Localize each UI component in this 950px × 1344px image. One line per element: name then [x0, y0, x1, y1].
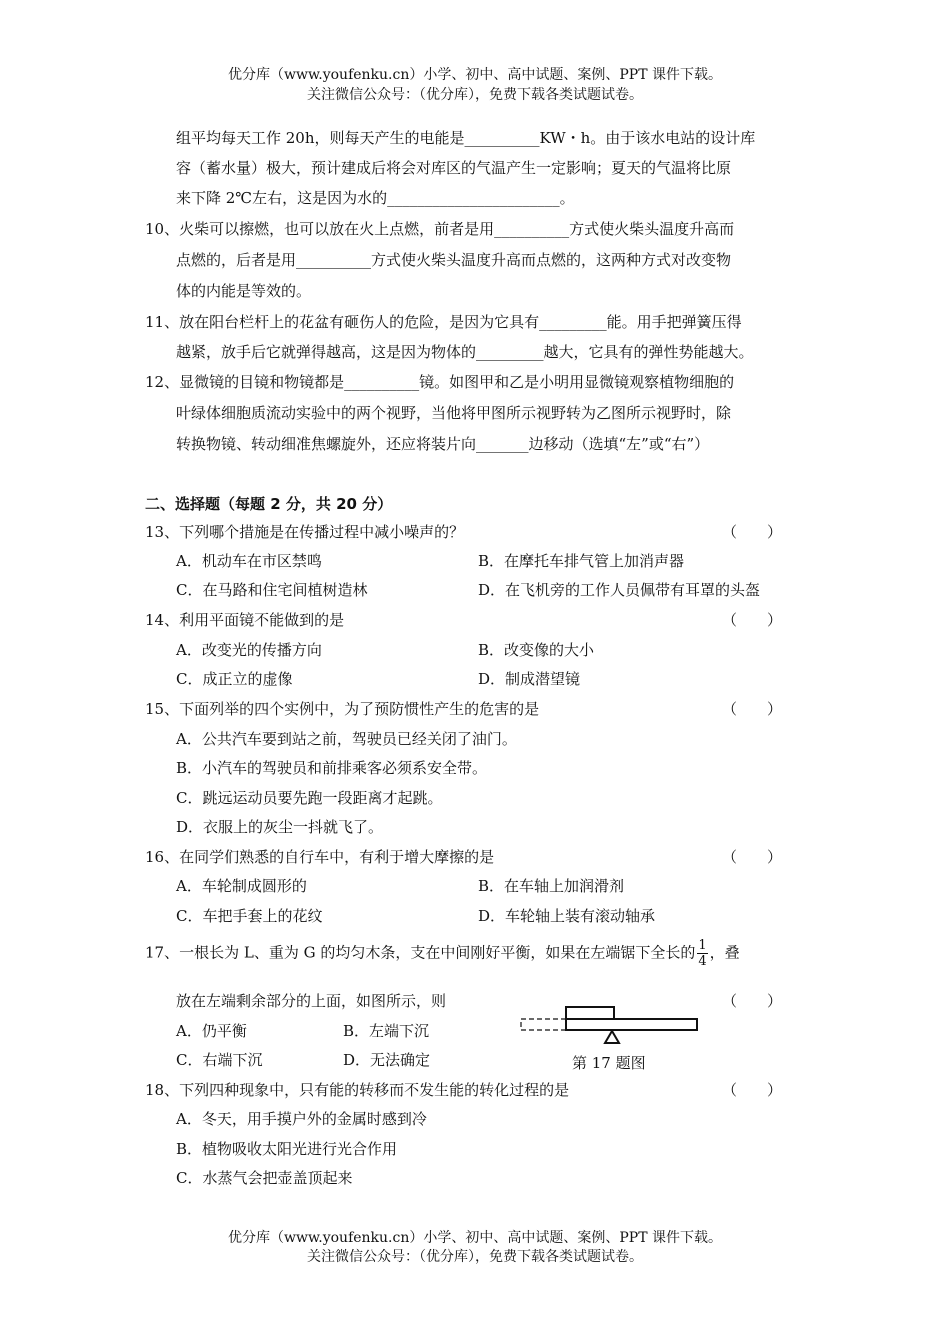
q16-option-a: A．车轮制成圆形的: [176, 877, 307, 895]
q17-option-a: A．仍平衡: [176, 1022, 247, 1040]
q10-line2: 点燃的，后者是用__________方式使火柴头温度升高而点燃的，这两种方式对改变物: [176, 251, 732, 269]
q17-figure: [516, 1000, 706, 1048]
fulcrum-icon: [605, 1031, 619, 1043]
stacked-wood-piece: [566, 1007, 614, 1019]
q17-stem-line2: 放在左端剩余部分的上面，如图所示，则: [176, 992, 447, 1010]
q17-answer-blank: （ ）: [722, 992, 783, 1010]
q9-line3: 来下降 2℃左右，这是因为水的_______________________。: [176, 189, 575, 207]
q16-option-b: B．在车轴上加润滑剂: [478, 877, 625, 895]
q11-line1: 11、放在阳台栏杆上的花盆有砸伤人的危险，是因为它具有_________能。用手把弹簧压得: [145, 313, 742, 331]
q13-answer-blank: （ ）: [722, 523, 783, 541]
q16-answer-blank: （ ）: [722, 848, 783, 866]
q18-stem: 18、下列四种现象中，只有能的转移而不发生能的转化过程的是: [145, 1081, 570, 1099]
q18-option-c: C．水蒸气会把壶盖顶起来: [176, 1169, 353, 1187]
q18-option-a: A．冬天，用手摸户外的金属时感到冷: [176, 1110, 427, 1128]
q17-figure-caption: 第 17 题图: [572, 1054, 646, 1072]
q17-option-d: D．无法确定: [343, 1051, 431, 1069]
q16-option-d: D．车轮轴上装有滚动轴承: [478, 907, 656, 925]
q17-option-b: B．左端下沉: [343, 1022, 430, 1040]
q9-line2: 容（蓄水量）极大，预计建成后将会对库区的气温产生一定影响；夏天的气温将比原: [176, 159, 732, 177]
page-header-line1: 优分库（www.youfenku.cn）小学、初中、高中试题、案例、PPT 课件下载。: [227, 67, 722, 83]
page-header-line2: 关注微信公众号：（优分库），免费下载各类试题试卷。: [307, 87, 643, 103]
q10-line1: 10、火柴可以擦燃，也可以放在火上点燃，前者是用__________方式使火柴头温度升高而: [145, 220, 735, 238]
q16-stem: 16、在同学们熟悉的自行车中，有利于增大摩擦的是: [145, 848, 495, 866]
q15-answer-blank: （ ）: [722, 700, 783, 718]
q12-line2: 叶绿体细胞质流动实验中的两个视野，当他将甲图所示视野转为乙图所示视野时，除: [176, 404, 732, 422]
page-footer-line2: 关注微信公众号：（优分库），免费下载各类试题试卷。: [307, 1249, 643, 1265]
q18-answer-blank: （ ）: [722, 1081, 783, 1099]
fraction-one-quarter: [697, 938, 707, 969]
q17-option-c: C．右端下沉: [176, 1051, 263, 1069]
q13-option-c: C．在马路和住宅间植树造林: [176, 581, 368, 599]
section-2-title: 二、选择题（每题 2 分，共 20 分）: [145, 495, 393, 513]
q17-stem-line1: [145, 938, 740, 969]
q15-option-c: C．跳远运动员要先跑一段距离才起跳。: [176, 789, 443, 807]
q14-option-d: D．制成潜望镜: [478, 670, 581, 688]
q10-line3: 体的内能是等效的。: [176, 282, 312, 300]
remaining-wood-bar: [566, 1019, 697, 1030]
q14-option-b: B．改变像的大小: [478, 641, 595, 659]
page-footer-line1: 优分库（www.youfenku.cn）小学、初中、高中试题、案例、PPT 课件下载。: [227, 1230, 722, 1246]
q15-option-d: D．衣服上的灰尘一抖就飞了。: [176, 818, 384, 836]
q16-option-c: C．车把手套上的花纹: [176, 907, 323, 925]
q14-option-a: A．改变光的传播方向: [176, 641, 322, 659]
q15-option-a: A．公共汽车要到站之前，驾驶员已经关闭了油门。: [176, 730, 517, 748]
q17-stem-tail: ，叠: [709, 943, 740, 962]
q15-stem: 15、下面列举的四个实例中，为了预防惯性产生的危害的是: [145, 700, 540, 718]
q14-option-c: C．成正立的虚像: [176, 670, 293, 688]
q12-line3: 转换物镜、转动细准焦螺旋外，还应将装片向_______边移动（选填“左”或“右”）: [176, 435, 710, 453]
q11-line2: 越紧，放手后它就弹得越高，这是因为物体的_________越大，它具有的弹性势能越大。: [176, 343, 754, 361]
removed-wood-piece-dashed: [521, 1019, 566, 1030]
q13-option-a: A．机动车在市区禁鸣: [176, 552, 322, 570]
q14-stem: 14、利用平面镜不能做到的是: [145, 611, 345, 629]
q17-stem-text: 17、一根长为 L、重为 G 的均匀木条，支在中间刚好平衡，如果在左端锯下全长的: [145, 943, 696, 962]
fraction-denominator: 4: [698, 954, 707, 969]
q13-option-d: D．在飞机旁的工作人员佩带有耳罩的头盔: [478, 581, 761, 599]
q12-line1: 12、显微镜的目镜和物镜都是__________镜。如图甲和乙是小明用显微镜观察植物细胞的: [145, 373, 735, 391]
q9-line1: 组平均每天工作 20h，则每天产生的电能是__________KW・h。由于该水电站的设计库: [176, 129, 756, 147]
q15-option-b: B．小汽车的驾驶员和前排乘客必须系安全带。: [176, 759, 488, 777]
q14-answer-blank: （ ）: [722, 611, 783, 629]
q13-option-b: B．在摩托车排气管上加消声器: [478, 552, 685, 570]
fraction-numerator: 1: [698, 938, 707, 953]
q18-option-b: B．植物吸收太阳光进行光合作用: [176, 1140, 398, 1158]
q13-stem: 13、下列哪个措施是在传播过程中减小噪声的？: [145, 523, 465, 541]
